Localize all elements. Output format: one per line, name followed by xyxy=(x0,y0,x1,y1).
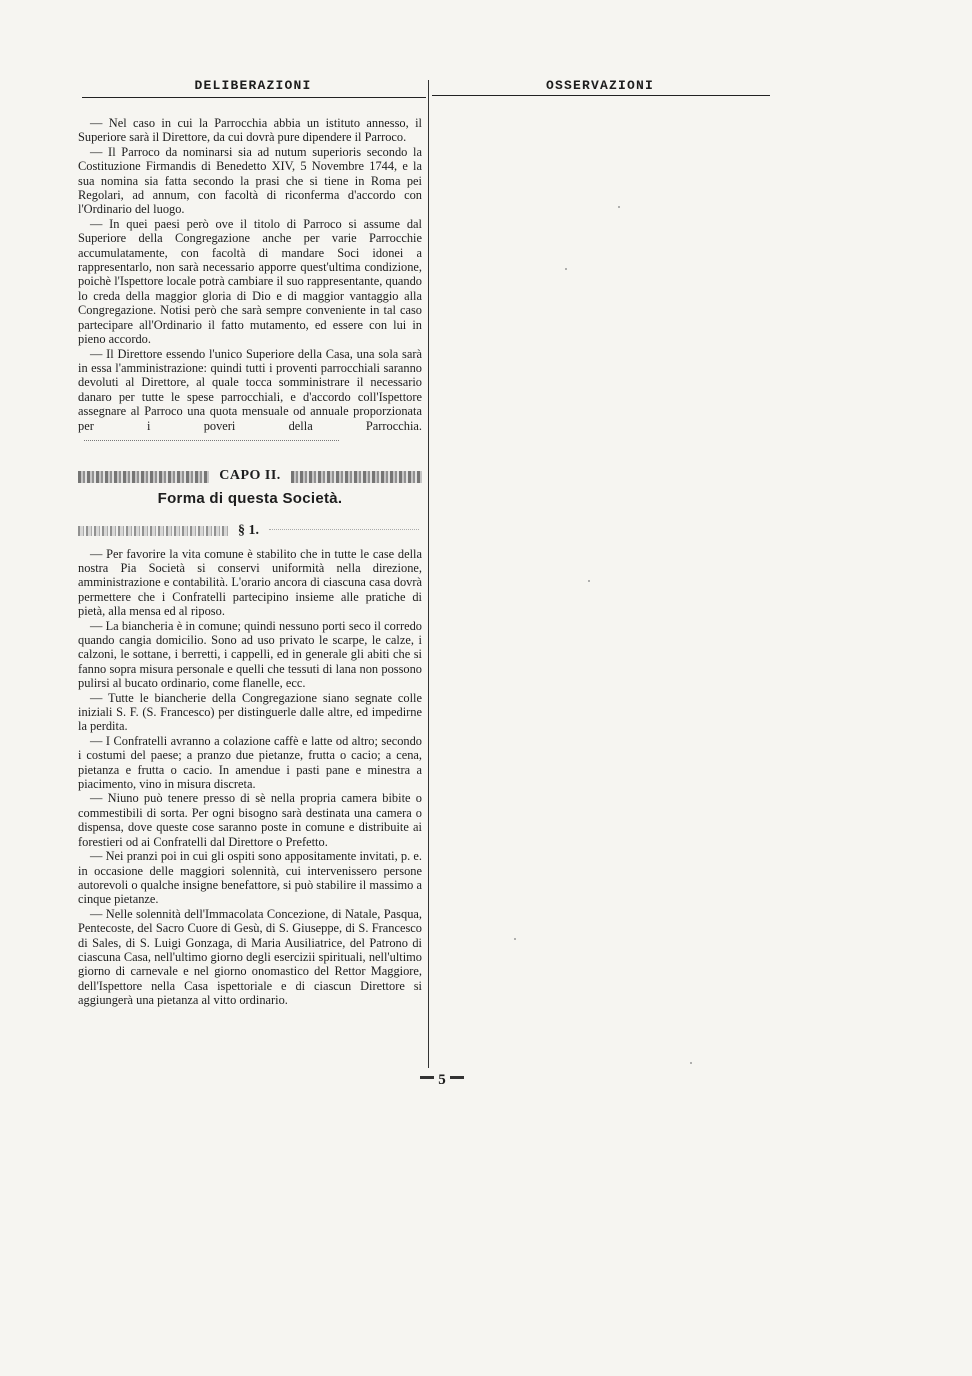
deliberazioni-column-header: DELIBERAZIONI xyxy=(194,78,312,93)
paragraph-nomina-parroco: — Il Parroco da nominarsi sia ad nutum superioris secondo la Costituzione Firmandis di Benedetto XIV, 5 Novembre 1744, e la sua nomina sia fatta secondo la prasi che si tiene in Roma pei Regolari, ad annum, con facoltà di riconferma d'accordo con l'Ordinario del luogo. xyxy=(78,144,422,217)
page-number: 5 xyxy=(412,1072,472,1089)
faint-band-section xyxy=(269,529,419,534)
section-label: § 1. xyxy=(238,523,259,539)
paragraph-amministrazione: — Il Direttore essendo l'unico Superiore della Casa, una sola sarà in essa l'amministrazione: quindi tutti i proventi parrocchiali saranno devoluti al Direttore, al quale tocca somministrare il necessario danaro per tutte le spese parrocchiali, e d'accordo coll'Ispettore assegnare al Parroco una quota mensuale od annuale proporzionata per i poveri della Parrocchia. xyxy=(78,347,422,448)
page-number-ornament-right xyxy=(450,1076,464,1079)
scan-speck xyxy=(565,268,567,270)
paragraph-pranzi-ospiti: — Nei pranzi poi in cui gli ospiti sono appositamente invitati, p. e. in occasione delle maggiori solennità, cui intervenissero persone autorevoli o qualche insigne benefattore, si può stabilire il massimo a cinque pietanze. xyxy=(78,849,422,907)
ornament-band-section xyxy=(78,526,228,536)
ornament-band-right xyxy=(291,471,422,483)
chapter-heading xyxy=(78,469,422,483)
header-rule-left xyxy=(82,97,426,98)
paragraph-parrocchia-istituto: — Nel caso in cui la Parrocchia abbia un istituto annesso, il Superiore sarà il Direttore, da cui dovrà pure dipendere il Parroco. xyxy=(78,116,422,145)
paragraph-commestibili: — Niuno può tenere presso di sè nella propria camera bibite o commestibili di sorta. Per ogni bisogno sarà destinata una camera o dispensa, dove queste cose saranno poste in comune e distribuite ai forestieri od ai Confratelli dal Direttore o Prefetto. xyxy=(78,791,422,849)
paragraph-iniziali: — Tutte le biancherie della Congregazione siano segnate colle iniziali S. F. (S. Francesco) per distinguerle dalle altre, ed impedirne la perdita. xyxy=(78,690,422,734)
scan-speck xyxy=(514,938,516,940)
osservazioni-column-header: OSSERVAZIONI xyxy=(545,78,654,93)
section-heading xyxy=(78,524,422,538)
paragraph-titolo-parroco: — In quei paesi però ove il titolo di Parroco si assume dal Superiore della Congregazione anche per varie Parrocchie accumulatamente, con facoltà di mandare Soci idonei a rappresentarlo, non sarà necessario apporre quest'ultima condizione, poichè l'Ispettore locale potrà cambiare il suo rappresentante, quando lo creda della maggior gloria di Dio e di maggior vantaggio alla Congregazione. Notisi però che sarà sempre conveniente in tal caso partecipare all'Ordinario il fatto mutamento, ed essere con lui in pieno accordo. xyxy=(78,216,422,347)
scan-speck xyxy=(618,206,620,208)
paragraph-colazione: — I Confratelli avranno a colazione caffè e latte od altro; secondo i costumi del paese; a pranzo due pietanze, frutta o cacio; a cena, pietanza e frutta o cacio. In amendue i pasti pane e minestra a piacimento, vino in misura discreta. xyxy=(78,733,422,792)
deliberazioni-column xyxy=(78,116,422,1008)
page-number-ornament-left xyxy=(420,1076,434,1079)
column-divider xyxy=(428,80,429,1068)
dotted-line-filler xyxy=(84,440,339,441)
ornament-band-left xyxy=(78,471,209,483)
paragraph-vita-comune: — Per favorire la vita comune è stabilito che in tutte le case della nostra Pia Società si conservi uniformità nella direzione, amministrazione e contabilità. L'orario ancora di ciascuna casa dovrà permettere che i Confratelli partecipino insieme alle pratiche di pietà, alla mensa ed al riposo. xyxy=(78,546,422,619)
paragraph-biancheria: — La biancheria è in comune; quindi nessuno porti seco il corredo quando cangia domicilio. Sono ad uso privato le scarpe, le calze, i calzoni, le sottane, i berretti, i cappelli, ed in generale gli abiti che si fanno sopra misura personale e quelli che tessuti di lana non possono pulirsi al bucato ordinario, come flanelle, ecc. xyxy=(78,618,422,691)
paragraph-solennita: — Nelle solennità dell'Immacolata Concezione, di Natale, Pasqua, Pentecoste, del Sacro Cuore di Gesù, di S. Giuseppe, di S. Francesco di Sales, di S. Luigi Gonzaga, di Maria Ausiliatrice, del Patrono di ciascuna Casa, nell'ultimo giorno degli esercizii spirituali, nell'ultimo giorno di carnevale e nel giorno onomastico del Rettor Maggiore, dell'Ispettore nella Casa ispettoriale e di ciascun Direttore si aggiungerà una pietanza al vitto ordinario. xyxy=(78,906,422,1008)
scan-speck xyxy=(690,1062,692,1064)
chapter-title: Forma di questa Società. xyxy=(157,489,343,507)
header-rule-right xyxy=(432,95,770,96)
chapter-label: CAPO II. xyxy=(219,468,281,484)
scan-speck xyxy=(588,580,590,582)
